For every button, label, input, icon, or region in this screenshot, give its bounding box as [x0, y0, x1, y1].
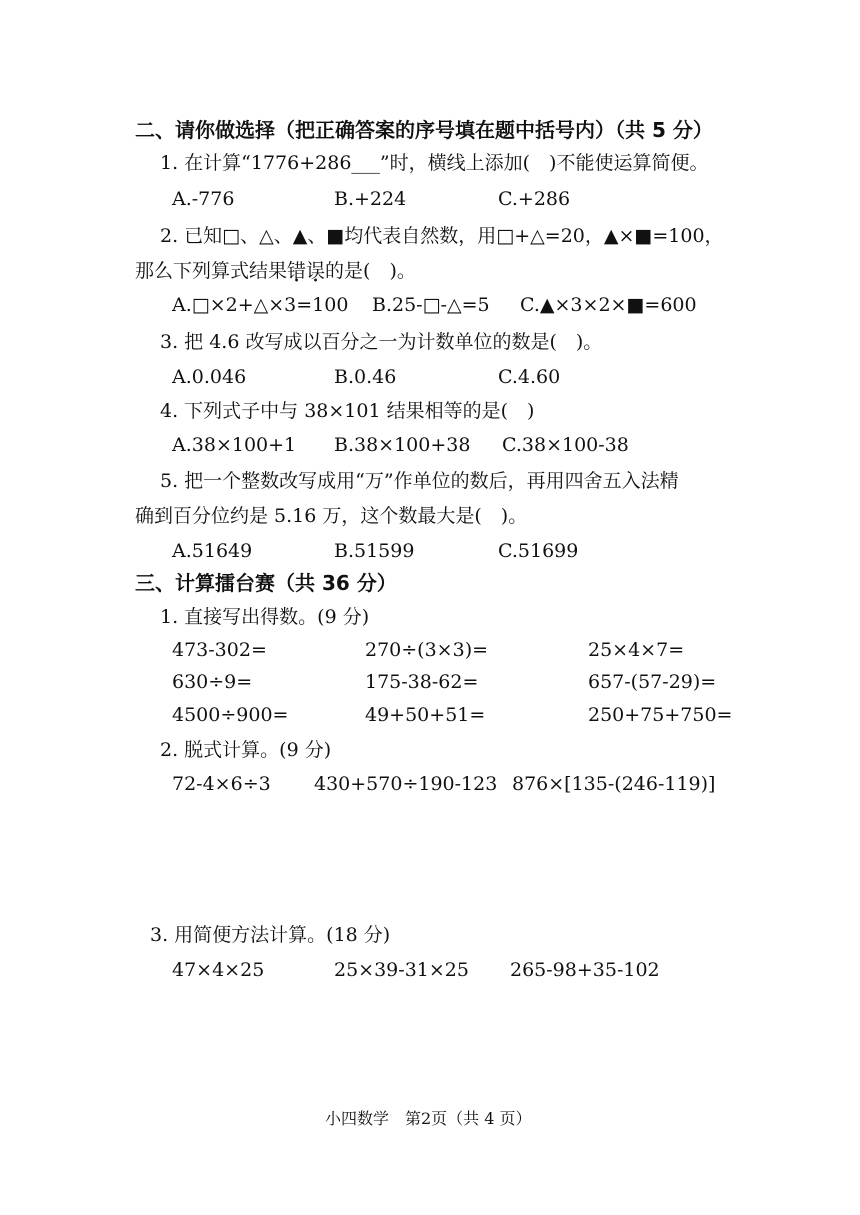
section3-heading: 三、计算擂台赛（共 36 分）: [135, 571, 397, 595]
q2-stem-line2: [135, 259, 416, 283]
p1-r2-c3: 657-(57-29)=: [588, 671, 717, 693]
p3-item-3: 265-98+35-102: [510, 959, 660, 981]
q3-option-c: C.4.60: [498, 366, 561, 388]
p3-item-1: 47×4×25: [172, 959, 265, 981]
q5-stem-line2: 确到百分位约是 5.16 万，这个数最大是( )。: [135, 505, 528, 527]
q5-option-c: C.51699: [498, 540, 579, 562]
p1-r3-c3: 250+75+750=: [588, 704, 733, 726]
q2-stem-text-a: 那么下列算式结果: [135, 260, 288, 282]
q1-option-c: C.+286: [498, 188, 571, 210]
q5-stem-line1: 5. 把一个整数改写成用“万”作单位的数后，再用四舍五入法精: [160, 470, 679, 492]
p1-r2-c1: 630÷9=: [172, 671, 253, 693]
q3-option-a: A.0.046: [172, 366, 247, 388]
q3-stem: 3. 把 4.6 改写成以百分之一为计数单位的数是( )。: [160, 331, 603, 353]
p1-r1-c1: 473-302=: [172, 639, 267, 661]
q1-stem: 1. 在计算“1776+286___”时，横线上添加( )不能使运算简便。: [160, 152, 709, 174]
q2-option-c: C.▲×3×2×■=600: [520, 294, 697, 316]
p1-title: 1. 直接写出得数。(9 分): [160, 606, 370, 628]
p3-item-2: 25×39-31×25: [334, 959, 469, 981]
q2-emphasis-char-2: 误: [306, 260, 326, 282]
p1-r1-c3: 25×4×7=: [588, 639, 685, 661]
q4-option-a: A.38×100+1: [172, 434, 297, 456]
p2-item-3: 876×[135-(246-119)]: [512, 773, 716, 795]
q5-option-a: A.51649: [172, 540, 253, 562]
q1-option-b: B.+224: [334, 188, 407, 210]
p2-item-1: 72-4×6÷3: [172, 773, 271, 795]
q2-emphasis-char-1: 错: [287, 260, 307, 282]
q5-option-b: B.51599: [334, 540, 415, 562]
q3-option-b: B.0.46: [334, 366, 397, 388]
p1-r3-c1: 4500÷900=: [172, 704, 289, 726]
q2-stem-line1: 2. 已知□、△、▲、■均代表自然数，用□+△=20，▲×■=100，: [160, 225, 724, 247]
p3-title: 3. 用简便方法计算。(18 分): [150, 924, 391, 946]
p2-title: 2. 脱式计算。(9 分): [160, 739, 332, 761]
p1-r2-c2: 175-38-62=: [365, 671, 479, 693]
q4-option-c: C.38×100-38: [502, 434, 629, 456]
q1-option-a: A.-776: [172, 188, 235, 210]
page-footer: 小四数学 第2页（共 4 页）: [325, 1109, 532, 1128]
p1-r3-c2: 49+50+51=: [365, 704, 486, 726]
section2-heading: 二、请你做选择（把正确答案的序号填在题中括号内）（共 5 分）: [135, 118, 713, 142]
q4-option-b: B.38×100+38: [334, 434, 471, 456]
p1-r1-c2: 270÷(3×3)=: [365, 639, 489, 661]
q4-stem: 4. 下列式子中与 38×101 结果相等的是( ): [160, 400, 535, 422]
q2-option-b: B.25-□-△=5: [372, 294, 490, 316]
q2-stem-text-b: 的是( )。: [325, 260, 416, 282]
p2-item-2: 430+570÷190-123: [314, 773, 498, 795]
q2-option-a: A.□×2+△×3=100: [172, 294, 349, 316]
